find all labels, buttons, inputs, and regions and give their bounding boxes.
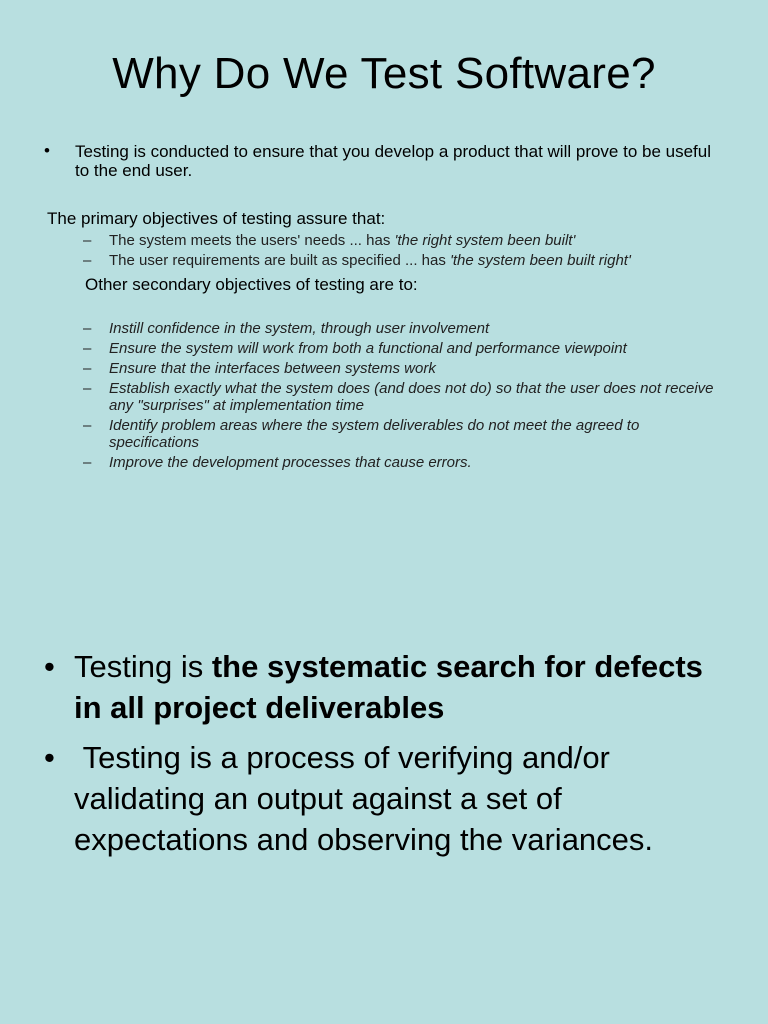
item-text: Instill confidence in the system, through user involvement	[109, 320, 490, 337]
item-text: Identify problem areas where the system deliverables do not meet the agreed to specifications	[109, 417, 640, 451]
dash-icon: –	[83, 232, 92, 249]
intro-text: Testing is conducted to ensure that you develop a product that will prove to be useful to the end user.	[75, 142, 712, 180]
item-text: Improve the development processes that cause errors.	[109, 454, 472, 471]
dash-icon: –	[83, 320, 92, 337]
dash-icon: –	[83, 454, 92, 471]
list-item	[83, 417, 723, 451]
definitions-list	[44, 646, 734, 869]
definition-plain-text: Testing is	[74, 649, 212, 684]
item-text: Ensure that the interfaces between systems work	[109, 360, 436, 377]
definition-plain-text: Testing is a process of verifying and/or validating an output against a set of expectations and observing the variances.	[74, 740, 654, 857]
list-item	[83, 232, 723, 249]
list-item	[83, 252, 723, 269]
primary-objectives-list	[83, 232, 723, 272]
item-text: Ensure the system will work from both a functional and performance viewpoint	[109, 340, 627, 357]
list-item	[83, 340, 723, 357]
item-text: The user requirements are built as specified ... has	[109, 252, 451, 269]
secondary-objectives-heading: Other secondary objectives of testing are to:	[85, 275, 418, 294]
bullet-icon: •	[44, 740, 55, 775]
item-text: Establish exactly what the system does (and does not do) so that the user does not receive any "surprises" at implementation time	[109, 380, 714, 414]
primary-objectives-heading: The primary objectives of testing assure that:	[47, 209, 386, 228]
dash-icon: –	[83, 380, 92, 397]
page-title: Why Do We Test Software?	[112, 49, 656, 98]
list-item	[44, 142, 724, 180]
item-italic-text: 'the system been built right'	[450, 252, 631, 269]
item-text: The system meets the users' needs ... has	[109, 232, 395, 249]
list-item	[83, 380, 723, 414]
intro-list	[44, 142, 724, 180]
list-item	[83, 454, 723, 471]
definition-bold-text: the systematic search for defects in all project deliverables	[74, 649, 703, 725]
dash-icon: –	[83, 340, 92, 357]
list-item	[44, 737, 734, 860]
list-item	[83, 320, 723, 337]
list-item	[44, 646, 734, 728]
dash-icon: –	[83, 252, 92, 269]
bullet-icon: •	[44, 141, 50, 160]
bullet-icon: •	[44, 649, 55, 684]
dash-icon: –	[83, 417, 92, 434]
list-item	[83, 360, 723, 377]
dash-icon: –	[83, 360, 92, 377]
item-italic-text: 'the right system been built'	[394, 232, 576, 249]
secondary-objectives-list	[83, 320, 723, 474]
